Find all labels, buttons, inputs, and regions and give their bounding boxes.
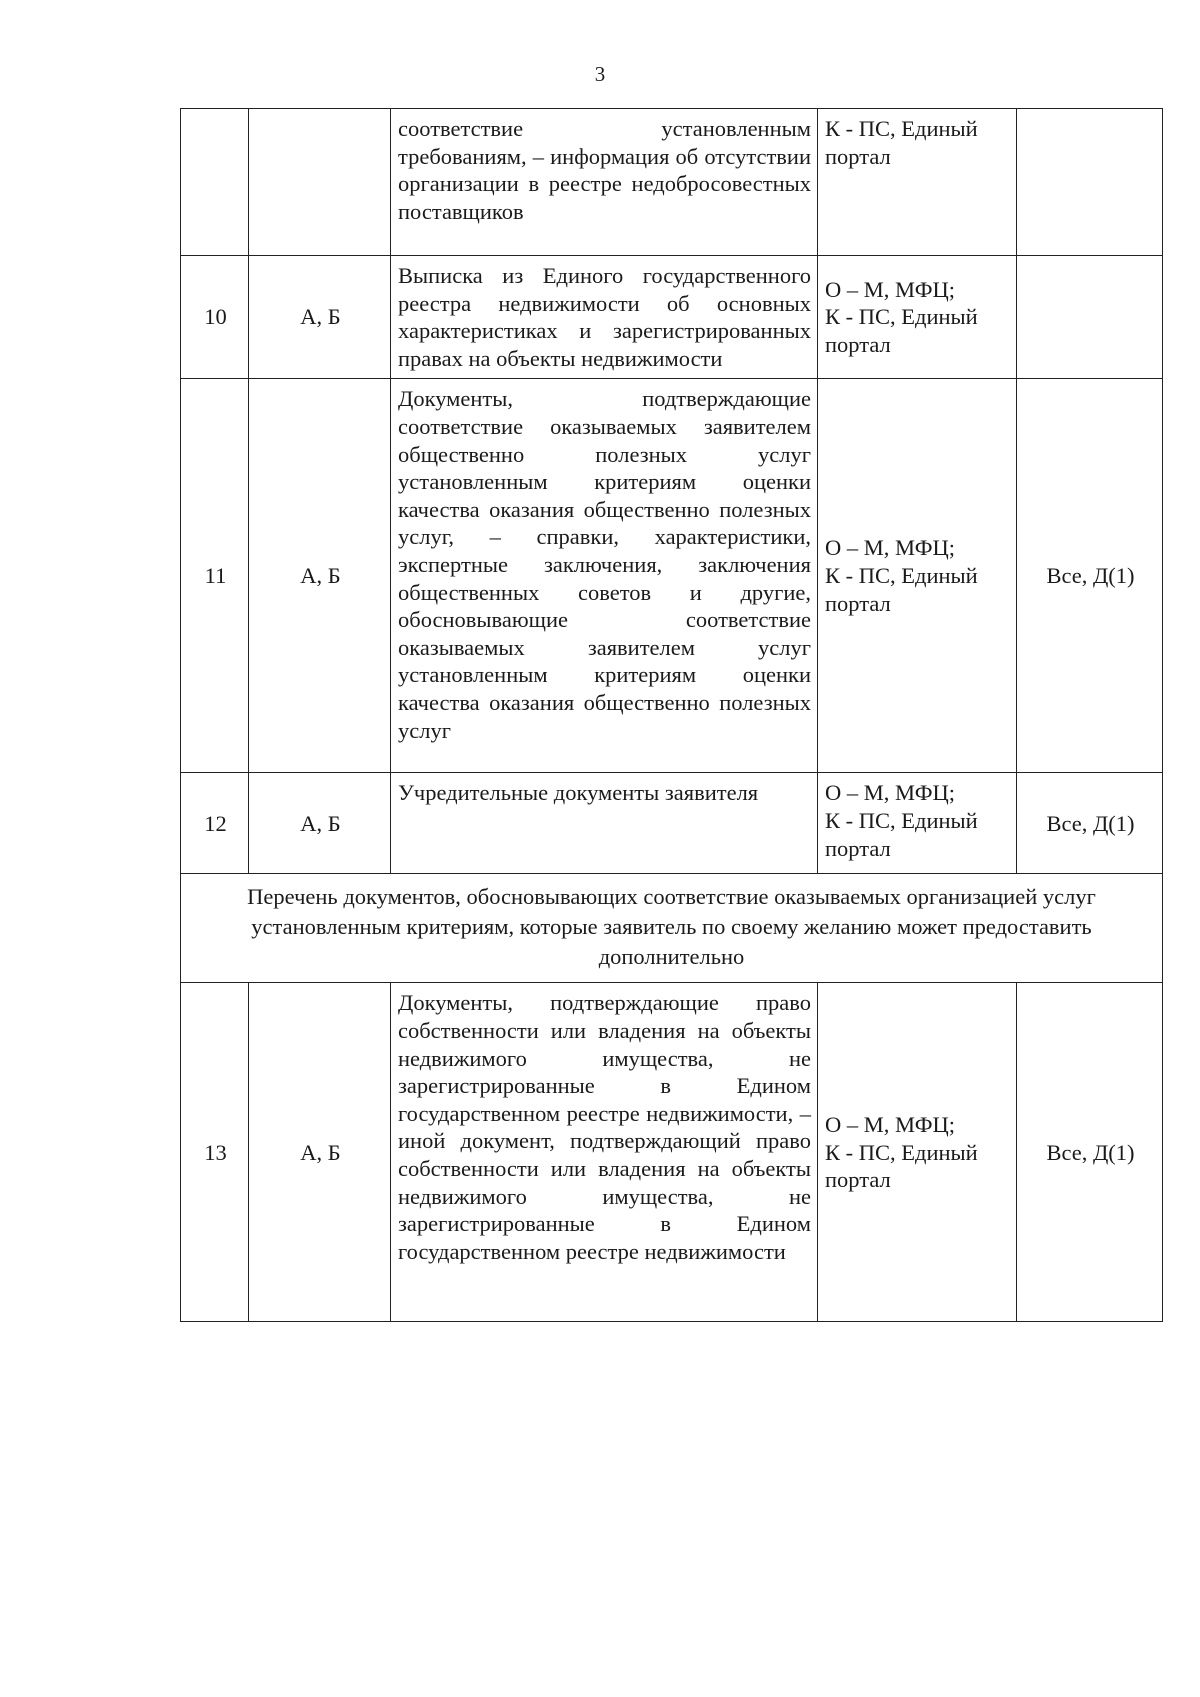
category-cell: А, Б — [249, 379, 391, 773]
source-line: О – М, МФЦ; — [825, 276, 955, 302]
source-line: портал — [825, 143, 891, 169]
source-line: К - ПС, Единый — [825, 563, 978, 589]
note-cell: Все, Д(1) — [1017, 773, 1163, 874]
table-row — [181, 983, 1163, 1322]
description-cell: Выписка из Единого государственного реестра недвижимости об основных характеристиках и зарегистрированных правах на объекты недвижимости — [391, 256, 818, 379]
source-line: портал — [825, 835, 891, 861]
source-line: О – М, МФЦ; — [825, 1111, 955, 1137]
category-cell: А, Б — [249, 773, 391, 874]
category-cell: А, Б — [249, 256, 391, 379]
source-line: К - ПС, Единый — [825, 116, 978, 141]
note-cell — [1017, 256, 1163, 379]
source-cell — [818, 773, 1017, 874]
note-cell: Все, Д(1) — [1017, 379, 1163, 773]
source-line: О – М, МФЦ; — [825, 780, 955, 806]
description-cell: Документы, подтверждающие соответствие оказываемых заявителем общественно полезных услуг установленным критериям оценки качества оказания общественно полезных услуг, – справки, характеристики, экспертные заключения, заключения общественных советов и другие, обосновывающие соответствие оказываемых заявителем услуг установленным критериям оценки качества оказания общественно полезных услуг — [391, 379, 818, 773]
source-line: К - ПС, Единый — [825, 807, 978, 833]
source-line: К - ПС, Единый — [825, 304, 978, 330]
source-line: портал — [825, 331, 891, 357]
table-row — [181, 109, 1163, 256]
table-row — [181, 256, 1163, 379]
source-cell — [818, 983, 1017, 1322]
source-line: портал — [825, 590, 891, 616]
note-cell — [1017, 109, 1163, 256]
category-cell: А, Б — [249, 983, 391, 1322]
row-number-cell: 10 — [181, 256, 249, 379]
row-number-cell — [181, 109, 249, 256]
note-cell: Все, Д(1) — [1017, 983, 1163, 1322]
row-number-cell: 13 — [181, 983, 249, 1322]
source-cell — [818, 379, 1017, 773]
description-cell: Учредительные документы заявителя — [391, 773, 818, 874]
row-number-cell: 11 — [181, 379, 249, 773]
category-cell — [249, 109, 391, 256]
section-heading: Перечень документов, обосновывающих соответствие оказываемых организацией услуг установленным критериям, которые заявитель по своему желанию может предоставить дополнительно — [181, 874, 1163, 983]
description-cell: Документы, подтверждающие право собственности или владения на объекты недвижимого имущества, не зарегистрированные в Едином государственном реестре недвижимости, – иной документ, подтверждающий право собственности или владения на объекты недвижимого имущества, не зарегистрированные в Едином государственном реестре недвижимости — [391, 983, 818, 1322]
table-row — [181, 773, 1163, 874]
source-line: К - ПС, Единый — [825, 1139, 978, 1165]
row-number-cell: 12 — [181, 773, 249, 874]
table-row — [181, 379, 1163, 773]
page-number: 3 — [594, 62, 606, 86]
source-cell — [818, 256, 1017, 379]
description-cell: соответствие установленным требованиям, – информация об отсутствии организации в реестре недобросовестных поставщиков — [391, 109, 818, 256]
documents-table — [180, 108, 1163, 1322]
source-cell — [818, 109, 1017, 256]
section-heading-row — [181, 874, 1163, 983]
source-line: портал — [825, 1167, 891, 1193]
source-line: О – М, МФЦ; — [825, 535, 955, 561]
